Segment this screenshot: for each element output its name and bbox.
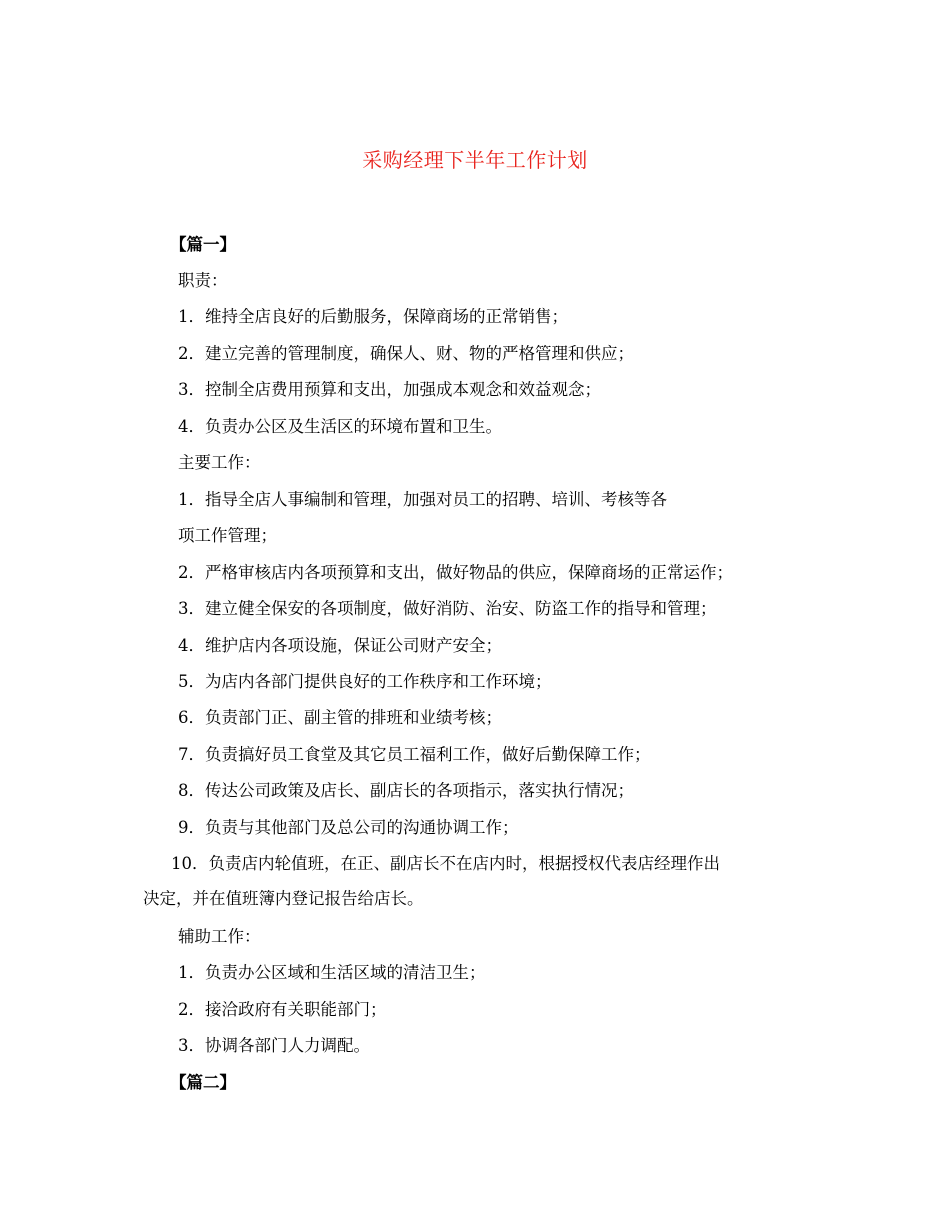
list-item: 2．接洽政府有关职能部门； — [178, 1000, 387, 1019]
list-item: 5．为店内各部门提供良好的工作秩序和工作环境； — [178, 672, 552, 691]
list-item: 3．协调各部门人力调配。 — [178, 1036, 370, 1055]
list-item: 10．负责店内轮值班，在正、副店长不在店内时，根据授权代表店经理作出 — [171, 854, 720, 873]
list-item-continuation: 项工作管理； — [178, 526, 277, 545]
list-item: 8．传达公司政策及店长、副店长的各项指示，落实执行情况； — [178, 781, 634, 800]
section-heading: 【篇二】 — [170, 1073, 236, 1092]
subheading: 辅助工作： — [178, 927, 261, 946]
list-item: 4．维护店内各项设施，保证公司财产安全； — [178, 636, 502, 655]
list-item: 7．负责搞好员工食堂及其它员工福利工作，做好后勤保障工作； — [178, 745, 651, 764]
list-item: 4．负责办公区及生活区的环境布置和卫生。 — [178, 417, 502, 436]
document-title: 采购经理下半年工作计划 — [362, 148, 588, 172]
list-item: 2．建立完善的管理制度，确保人、财、物的严格管理和供应； — [178, 344, 634, 363]
section-heading: 【篇一】 — [170, 235, 236, 254]
list-item: 9．负责与其他部门及总公司的沟通协调工作； — [178, 818, 519, 837]
list-item-continuation: 决定，并在值班簿内登记报告给店长。 — [143, 889, 424, 908]
subheading: 主要工作： — [178, 453, 261, 472]
list-item: 2．严格审核店内各项预算和支出，做好物品的供应，保障商场的正常运作； — [178, 563, 733, 582]
list-item: 3．控制全店费用预算和支出，加强成本观念和效益观念； — [178, 380, 601, 399]
list-item: 6．负责部门正、副主管的排班和业绩考核； — [178, 708, 502, 727]
list-item: 3．建立健全保安的各项制度，做好消防、治安、防盗工作的指导和管理； — [178, 599, 717, 618]
subheading: 职责： — [178, 271, 228, 290]
list-item: 1．维持全店良好的后勤服务，保障商场的正常销售； — [178, 307, 568, 326]
list-item: 1．指导全店人事编制和管理，加强对员工的招聘、培训、考核等各 — [178, 490, 667, 509]
list-item: 1．负责办公区域和生活区域的清洁卫生； — [178, 963, 486, 982]
